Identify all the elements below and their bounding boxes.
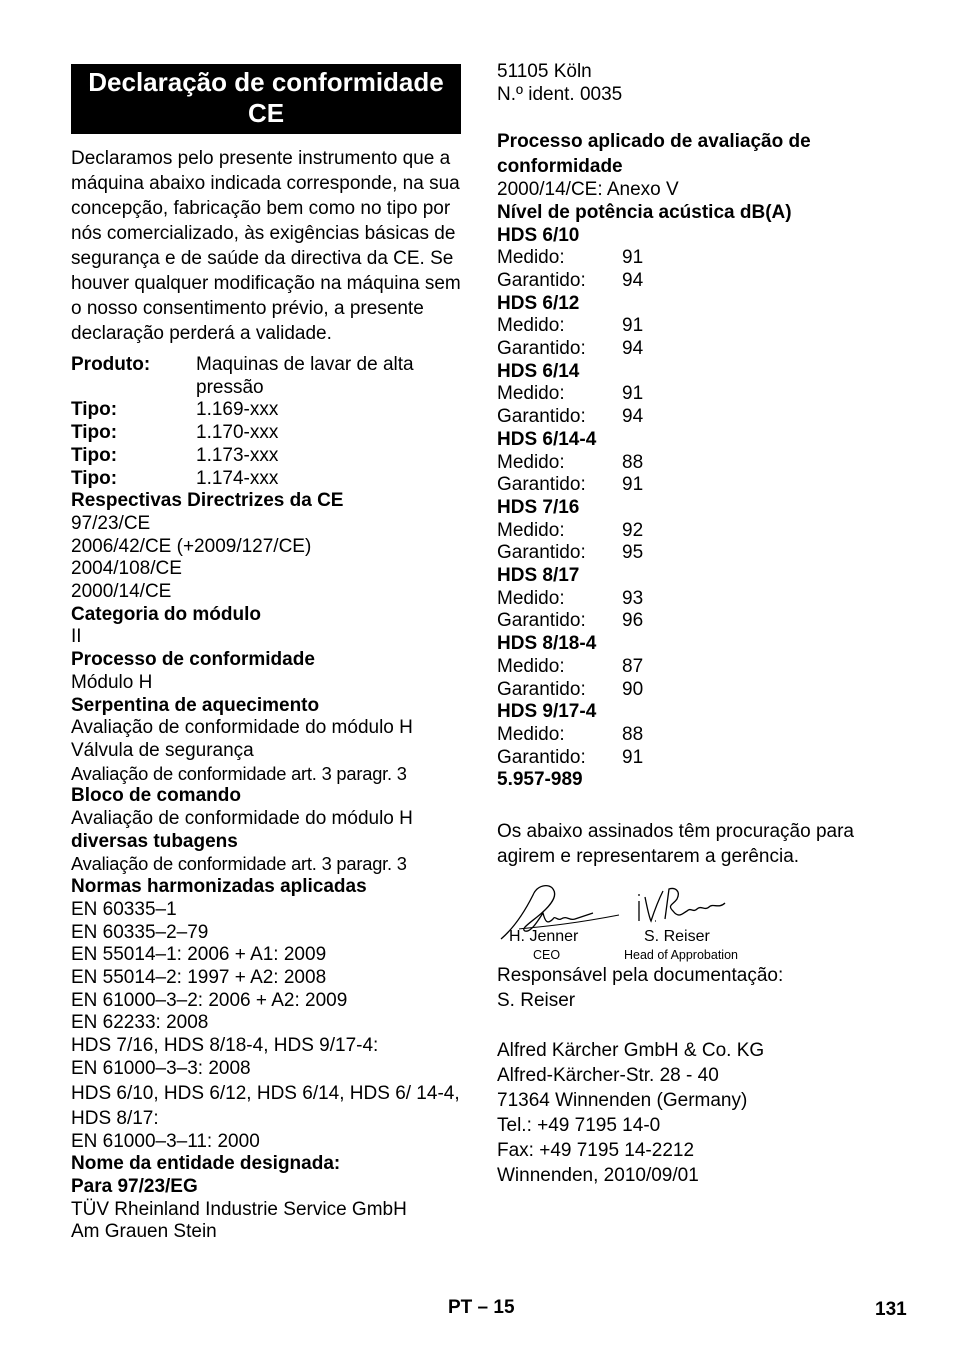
signatories-statement: Os abaixo assinados têm procuração para agirem e representarem a gerência.: [497, 820, 854, 867]
guaranteed-row: [497, 679, 897, 702]
measured-value: 93: [622, 587, 644, 609]
signer-1-name: H. Jenner: [509, 927, 579, 945]
module-category-heading: Categoria do módulo: [71, 603, 261, 625]
model-name: HDS 8/17: [497, 565, 580, 587]
company-street: Alfred-Kärcher-Str. 28 - 40: [497, 1064, 719, 1086]
conformity-process-heading: Processo de conformidade: [71, 649, 315, 671]
product-row: [71, 354, 461, 399]
standard-item: HDS 7/16, HDS 8/18-4, HDS 9/17-4:: [71, 1035, 379, 1057]
directive-item: 2006/42/CE (+2009/127/CE): [71, 535, 312, 557]
guaranteed-row: [497, 610, 897, 633]
guaranteed-row: [497, 338, 897, 361]
model-name: HDS 6/14-4: [497, 428, 597, 450]
pipes-heading: diversas tubagens: [71, 830, 238, 852]
model-name: HDS 8/18-4: [497, 633, 597, 655]
directives-heading: Respectivas Directrizes da CE: [71, 490, 344, 512]
guaranteed-value: 96: [622, 610, 644, 632]
guaranteed-value: 94: [622, 338, 644, 360]
guaranteed-label: Garantido:: [497, 406, 586, 428]
measured-value: 91: [622, 383, 644, 405]
right-column: [497, 61, 897, 1188]
sound-model-block: [497, 701, 897, 769]
guaranteed-value: 90: [622, 678, 644, 700]
model-name: HDS 6/10: [497, 224, 580, 246]
signer-2-role: Head of Approbation: [624, 947, 738, 962]
sound-model-block: [497, 225, 897, 293]
directive-item: 97/23/CE: [71, 512, 151, 534]
measured-label: Medido:: [497, 587, 565, 609]
measured-row: [497, 520, 897, 543]
type-value: 1.174-xxx: [196, 467, 279, 489]
measured-value: 92: [622, 519, 644, 541]
safety-valve-label: Válvula de segurança: [71, 739, 254, 761]
types-list: [71, 399, 461, 490]
guaranteed-label: Garantido:: [497, 746, 586, 768]
safety-valve-assessment: Avaliação de conformidade art. 3 paragr. 3: [71, 762, 407, 784]
sound-models-list: [497, 225, 897, 770]
model-name: HDS 7/16: [497, 496, 580, 518]
footer-page-number: 131: [875, 1299, 907, 1320]
type-label: Tipo:: [71, 444, 118, 466]
company-fax: Fax: +49 7195 14-2212: [497, 1139, 695, 1161]
place-date: Winnenden, 2010/09/01: [497, 1164, 699, 1186]
doc-responsible-label: Responsável pela documentação:: [497, 964, 784, 986]
doc-responsible-name: S. Reiser: [497, 989, 576, 1011]
guaranteed-row: [497, 747, 897, 770]
notified-body-for: Para 97/23/EG: [71, 1175, 198, 1197]
sound-model-block: [497, 565, 897, 633]
intro-paragraph: Declaramos pelo presente instrumento que a máquina abaixo indicada corresponde, na sua concepção, fabricação bem como no tipo por nós comercializado, às exigências básicas de segurança e de saúde da directiva da CE. Se houver qualquer modificação na máquina sem o nosso consentimento prévio, a presente declaração perderá a validade.: [71, 148, 461, 344]
sound-model-block: [497, 497, 897, 565]
type-label: Tipo:: [71, 399, 118, 421]
standard-item: EN 62233: 2008: [71, 1012, 209, 1034]
measured-label: Medido:: [497, 519, 565, 541]
notified-body-heading: Nome da entidade designada:: [71, 1153, 341, 1175]
guaranteed-label: Garantido:: [497, 269, 586, 291]
company-tel: Tel.: +49 7195 14-0: [497, 1114, 661, 1136]
heating-coil-assessment: Avaliação de conformidade do módulo H: [71, 717, 413, 739]
guaranteed-label: Garantido:: [497, 542, 586, 564]
standard-item: EN 61000–3–2: 2006 + A2: 2009: [71, 989, 348, 1011]
type-value: 1.170-xxx: [196, 422, 279, 444]
sound-model-block: [497, 361, 897, 429]
guaranteed-row: [497, 270, 897, 293]
measured-label: Medido:: [497, 315, 565, 337]
standard-item: EN 61000–3–11: 2000: [71, 1130, 260, 1152]
footer-section: PT – 15: [448, 1297, 515, 1318]
product-label: Produto:: [71, 354, 151, 375]
module-category-value: II: [71, 626, 82, 648]
sound-model-block: [497, 633, 897, 701]
type-label: Tipo:: [71, 422, 118, 444]
guaranteed-label: Garantido:: [497, 474, 586, 496]
standard-models-note: HDS 6/10, HDS 6/12, HDS 6/14, HDS 6/ 14-4, HDS 8/17:: [71, 1082, 460, 1129]
measured-label: Medido:: [497, 451, 565, 473]
product-value: Maquinas de lavar de alta pressão: [196, 354, 414, 398]
conformity-process-value: Módulo H: [71, 671, 153, 693]
type-value: 1.169-xxx: [196, 399, 279, 421]
notified-body-ident: N.º ident. 0035: [497, 83, 623, 105]
standards-heading: Normas harmonizadas aplicadas: [71, 876, 367, 898]
directive-item: 2000/14/CE: [71, 581, 172, 603]
sound-model-block: [497, 293, 897, 361]
measured-row: [497, 383, 897, 406]
guaranteed-label: Garantido:: [497, 610, 586, 632]
measured-row: [497, 724, 897, 747]
signer-1-role: CEO: [533, 947, 561, 962]
notified-body-street: Am Grauen Stein: [71, 1221, 217, 1243]
type-row: [71, 468, 461, 491]
guaranteed-value: 91: [622, 474, 644, 496]
standard-item: EN 60335–2–79: [71, 921, 209, 943]
measured-row: [497, 315, 897, 338]
control-block-heading: Bloco de comando: [71, 785, 241, 807]
sound-model-block: [497, 429, 897, 497]
measured-label: Medido:: [497, 723, 565, 745]
control-block-assessment: Avaliação de conformidade do módulo H: [71, 808, 413, 830]
standard-item: EN 61000–3–3: 2008: [71, 1057, 251, 1079]
notified-body-city: 51105 Köln: [497, 61, 592, 82]
document-number: 5.957-989: [497, 769, 583, 791]
assessment-heading: Processo aplicado de avaliação de conformidade: [497, 131, 811, 178]
measured-label: Medido:: [497, 655, 565, 677]
type-value: 1.173-xxx: [196, 444, 279, 466]
notified-body-name: TÜV Rheinland Industrie Service GmbH: [71, 1198, 407, 1220]
type-label: Tipo:: [71, 467, 118, 489]
measured-value: 91: [622, 315, 644, 337]
guaranteed-value: 94: [622, 406, 644, 428]
assessment-value: 2000/14/CE: Anexo V: [497, 179, 679, 201]
heating-coil-heading: Serpentina de aquecimento: [71, 694, 320, 716]
guaranteed-value: 95: [622, 542, 644, 564]
type-row: [71, 399, 461, 422]
measured-row: [497, 588, 897, 611]
measured-row: [497, 452, 897, 475]
model-name: HDS 6/14: [497, 360, 580, 382]
signature-block: [497, 881, 897, 963]
standard-item: EN 55014–2: 1997 + A2: 2008: [71, 966, 327, 988]
model-name: HDS 9/17-4: [497, 701, 597, 723]
measured-value: 88: [622, 723, 644, 745]
guaranteed-label: Garantido:: [497, 678, 586, 700]
type-row: [71, 445, 461, 468]
directive-item: 2004/108/CE: [71, 558, 182, 580]
measured-value: 91: [622, 247, 644, 269]
page-title: Declaração de conformidade CE: [71, 64, 461, 134]
company-name: Alfred Kärcher GmbH & Co. KG: [497, 1039, 765, 1061]
type-row: [71, 422, 461, 445]
model-name: HDS 6/12: [497, 292, 580, 314]
measured-value: 88: [622, 451, 644, 473]
signer-2-name: S. Reiser: [644, 927, 710, 945]
left-column: [71, 64, 461, 1244]
standard-item: EN 55014–1: 2006 + A1: 2009: [71, 944, 327, 966]
guaranteed-row: [497, 542, 897, 565]
guaranteed-label: Garantido:: [497, 338, 586, 360]
measured-label: Medido:: [497, 247, 565, 269]
pipes-assessment: Avaliação de conformidade art. 3 paragr. 3: [71, 853, 407, 875]
measured-value: 87: [622, 655, 644, 677]
guaranteed-row: [497, 474, 897, 497]
measured-label: Medido:: [497, 383, 565, 405]
guaranteed-row: [497, 406, 897, 429]
sound-power-heading: Nível de potência acústica dB(A): [497, 201, 792, 223]
guaranteed-value: 94: [622, 269, 644, 291]
standard-item: EN 60335–1: [71, 898, 177, 920]
guaranteed-value: 91: [622, 746, 644, 768]
signature-reiser: [635, 883, 735, 929]
measured-row: [497, 656, 897, 679]
measured-row: [497, 247, 897, 270]
company-city: 71364 Winnenden (Germany): [497, 1089, 748, 1111]
